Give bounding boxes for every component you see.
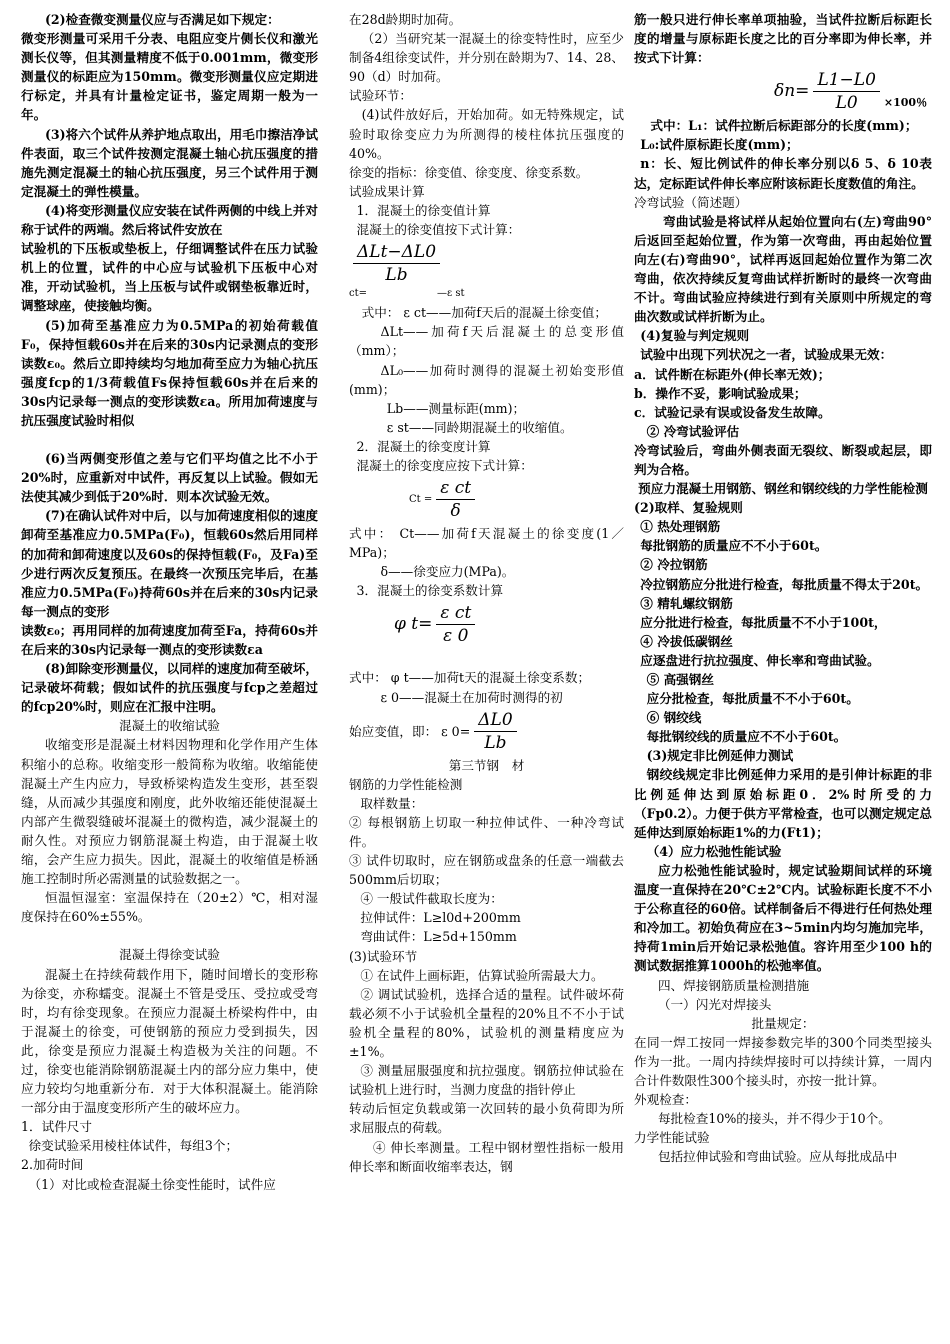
column-3	[634, 10, 932, 1166]
section-heading: 混凝土得徐变试验	[119, 947, 220, 963]
paragraph: ④ 伸长率测量。工程中钢材塑性指标一般用伸长率和断面收缩率表达，钢	[349, 1139, 624, 1174]
paragraph: 1．混凝土的徐变值计算	[356, 202, 491, 218]
section-heading: 预应力混凝土用钢筋、钢丝和钢绞线的力学性能检测	[638, 481, 928, 497]
paragraph: ⑤ 高强钢丝	[646, 672, 714, 687]
column-2	[349, 10, 624, 1176]
paragraph: (7)在确认试件对中后，以与加荷速度相似的速度卸荷至基准应力0.5MPa(F₀)，恒载60s然后用同样的加荷和卸荷速度以及60s的保持恒载(F₀，及Fa)至少进行两次反复预压。在最终一次预压完毕后，在基准应力0.5MPa(F₀)持荷60s并在后来的30s内记录每一测点的变形	[21, 508, 318, 619]
paragraph: ① 热处理钢筋	[640, 519, 721, 535]
paragraph: ΔL₀——加荷时测得的混凝土初始变形值(mm)；	[349, 362, 624, 397]
paragraph: ε st——同龄期混凝土的收缩值。	[386, 419, 573, 435]
paragraph: (3)试验环节	[349, 948, 418, 964]
paragraph: 式中：L₁：试件拉断后标距部分的长度(mm)；	[650, 118, 918, 134]
section-heading: 第三节钢 材	[448, 757, 525, 773]
paragraph: (4)将变形测量仪应安装在试件两侧的中线上并对称于试件的两端。然后将试件安放在	[21, 202, 318, 238]
paragraph: ③ 精轧螺纹钢筋	[640, 595, 733, 611]
paragraph: 3．混凝土的徐变系数计算	[356, 583, 504, 599]
paragraph: 每批钢筋的质量应不不小于60t。	[640, 538, 828, 554]
paragraph: 冷拉钢筋应分批进行检查，每批质量不得太于20t。	[640, 576, 929, 592]
formula-lhs: 始应变值，即： ε 0=	[349, 723, 471, 739]
paragraph: 式中： φ t——加荷t天的混凝土徐变系数；	[349, 670, 591, 686]
paragraph: ② 每根钢筋上切取一种拉伸试件、一种冷弯试件。	[349, 814, 624, 849]
paragraph: ② 冷弯试验评估	[646, 423, 740, 439]
paragraph: 应分批检查，每批质量不不小于60t。	[646, 691, 859, 707]
paragraph: 钢筋的力学性能检测	[349, 776, 463, 792]
paragraph: 微变形测量可采用千分表、电阻应变片侧长仪和激光测长仪等，但其测量精度不低于0.001mm，微变形测量仪的标距应为150mm。微变形测量仪应定期进行标定，并具有计量检定证书，鉴定周期一般为一年。	[21, 31, 318, 123]
paragraph: L₀:试件原标距长度(mm)；	[640, 137, 799, 153]
paragraph: 混凝土的徐变度应按下式计算：	[356, 457, 533, 473]
paragraph: 转动后恒定负载或第一次回转的最小负荷即为所求屈服点的荷载。	[349, 1101, 624, 1136]
paragraph: 恒温恒湿室：室温保持在（20±2）℃，相对湿度保持在60%±55%。	[21, 890, 318, 925]
section-heading: 在同一焊工按同一焊接参数完毕的300个同类型接头作为一批。一周内持续焊接时可以持续计算，一周内合计件数限性300个接头时，亦按一批计算。	[634, 1034, 932, 1088]
initial-strain-formula	[349, 709, 624, 754]
paragraph: 每批检查10%的接头，并不得少于10个。	[657, 1111, 891, 1127]
paragraph: 2.加荷时间	[21, 1157, 84, 1173]
paragraph: c．试验记录有误或设备发生故障。	[634, 404, 831, 420]
paragraph: (6)当两侧变形值之差与它们平均值之比不小于20%时，应重新对中试件，再反复以上试验。假如无法使其减少到低于20%时．则本次试验无效。	[21, 451, 318, 505]
paragraph: 力学性能试验	[634, 1130, 710, 1146]
paragraph: (4)复验与判定规则	[640, 328, 750, 344]
formula-suffix: ×100％	[883, 96, 928, 110]
formula-numerator: ε ct	[436, 477, 475, 500]
formula-denominator: Lb	[484, 732, 507, 753]
paragraph: 在28d龄期时加荷。	[349, 12, 462, 27]
paragraph: a．试件断在标距外(伸长率无效)；	[634, 366, 831, 382]
paragraph: ② 冷拉钢筋	[640, 557, 708, 573]
paragraph: 弯曲试验是将试样从起始位置向右(左)弯曲90°后返回至起始位置，作为第一次弯曲，再由起始位置向左(右)弯曲90°，试样再返回起始位置作为第二次弯曲，依次持续反复弯曲试样折断时的最终一次弯曲不计。弯曲试验应持续进行到有关原则中所规定的弯曲次数或试样折断为止。	[634, 213, 932, 325]
paragraph: (8)卸除变形测量仪，以同样的速度加荷至破坏，记录破坏荷载；假如试件的抗压强度与fcp之差超过的fcp20%时，则应在汇报中注明。	[21, 661, 318, 715]
paragraph: (2)取样、复验规则	[634, 500, 743, 516]
paragraph: 试验环节：	[349, 88, 412, 104]
paragraph: 混凝土在持续荷载作用下，随时间增长的变形称为徐变，亦称蠕变。混凝土不管是受压、受拉或受弯时，均有徐变现象。在预应力混凝土桥梁构件中，由于混凝土的徐变，可使钢筋的预应力受到损失，因此，徐变是预应力混凝土构造极为关注的问题。不过，徐变也能消除钢筋混凝土内的部分应力集中，使应力较均匀地重新分布．对于大体积混凝土。能消除一部分由于温度变形所产生的破坏应力。	[21, 966, 318, 1116]
paragraph: ① 在试件上画标距，估算试验所需最大力。	[360, 967, 604, 983]
formula-denominator: Lb	[385, 265, 408, 286]
paragraph: 应分批进行检查，每批质量不不小于100t，	[640, 614, 887, 630]
paragraph: 试验成果计算	[349, 183, 425, 199]
formula-denominator: L0	[835, 93, 858, 114]
paragraph: 应逐盘进行抗拉强度、伸长率和弯曲试验。	[640, 652, 880, 668]
paragraph: 每批钢绞线的质量应不不小于60t。	[646, 729, 847, 745]
section-heading: 混凝土的收缩试验	[119, 718, 220, 734]
formula-lhs: φ t=	[394, 614, 433, 635]
section-heading: 批量规定：	[751, 1015, 815, 1031]
formula-lhs: δn=	[774, 81, 810, 102]
paragraph: 式中： Ct——加荷f天混凝土的徐变度(1／MPa)；	[349, 526, 624, 561]
formula-rhs: —ε st	[437, 288, 465, 300]
paragraph: 试验中出现下列状况之一者，试验成果无效：	[640, 347, 893, 363]
paragraph: (2)检查微变测量仪应与否满足如下规定：	[44, 12, 280, 27]
creep-value-formula	[349, 241, 624, 286]
paragraph: （2）当研究某一混凝土的徐变特性时，应至少制备4组徐变试件，并分别在龄期为7、14、28、90（d）时加荷。	[349, 31, 624, 85]
paragraph: 收缩变形是混凝土材料因物理和化学作用产生体积缩小的总称。收缩变形一般简称为收缩。收缩能使混凝土产生内应力，导致桥梁构造发生变形，甚至裂缝，从而减少其强度和刚度，此外收缩还能使混凝土内部产生微裂缝破坏混凝土的微构造，减少混凝土的耐久性。对预应力钢筋混凝土构造，由于混凝土收缩，会产生应力损失。因此，混凝土的收缩值是桥涵施工控制时所必需测量的试验数据之一。	[21, 737, 318, 887]
paragraph: Lb——测量标距(mm)；	[386, 400, 526, 416]
paragraph: 混凝土的徐变值按下式计算：	[356, 222, 521, 238]
paragraph: 式中： ε ct——加荷f天后的混凝土徐变值；	[361, 305, 607, 321]
paragraph: 读数ε₀；再用同样的加荷速度加荷至Fa，持荷60s并在后来的30s内记录每一测点的变形读数εa	[21, 622, 318, 657]
paragraph: （一）闪光对焊接头	[657, 996, 772, 1012]
paragraph: 包括拉伸试验和弯曲试验。应从每批成品中	[657, 1149, 898, 1165]
paragraph: ② 调试试验机，选择合适的量程。试件破坏荷载必须不小于试验机全量程的20%且不不小于试验机全量程的80%，试验机的测量精度应为±1%。	[349, 986, 624, 1060]
formula-numerator: ΔLt−ΔL0	[353, 241, 440, 264]
paragraph: 弯曲试件：L≥5d+150mm	[360, 929, 517, 945]
paragraph: 冷弯试验后，弯曲外侧表面无裂纹、断裂或起层，即判为合格。	[634, 442, 932, 477]
paragraph: ε 0——混凝土在加荷时测得的初	[380, 689, 563, 705]
formula-denominator: δ	[450, 501, 461, 522]
formula-lhs: ct=	[349, 288, 367, 300]
formula-numerator: L1−L0	[813, 69, 879, 92]
formula-numerator: ΔL0	[474, 709, 516, 732]
paragraph: 试验机的下压板或垫板上，仔细调整试件在压力试验机上的位置，试件的中心应与试验机下压板中心对准，开动试验机，当上压板与试件或钢垫板靠近时，调整球座，使接触均衡。	[21, 241, 318, 314]
paragraph: ③ 试件切取时，应在钢筋或盘条的任意一端截去500mm后切取；	[349, 853, 624, 888]
formula-numerator: ε ct	[436, 602, 475, 625]
creep-coefficient-formula	[394, 602, 624, 647]
formula-lhs: Ct =	[409, 494, 433, 506]
paragraph: ③ 测量屈服强度和抗拉强度。钢筋拉伸试验在试验机上进行时，当测力度盘的指针停止	[349, 1063, 624, 1098]
paragraph: 拉伸试件：L≥l0d+200mm	[360, 910, 521, 926]
paragraph: (4)试件放好后，开始加荷。如无特殊规定，试验时取徐变应力为所测得的棱柱体抗压强度的40%。	[349, 107, 624, 161]
paragraph: 应力松弛性能试验时，规定试验期间试样的环境温度一直保持在20℃±2℃内。试验标距长度不不小于公称直径的60倍。试样制备后不得进行任何热处理和冷加工。初始负荷应在3~5min内均匀施加完毕，持荷1min后开始记录松弛值。容许用至少100 h的测试数据推算1000h的松弛率值。	[634, 862, 932, 974]
paragraph: 2．混凝土的徐变度计算	[356, 438, 491, 454]
paragraph: ΔLt——加荷f天后混凝土的总变形值（mm）；	[349, 324, 624, 359]
paragraph: 徐变的指标：徐变值、徐变度、徐变系数。	[349, 164, 589, 180]
section-heading: 四、焊接钢筋质量检测措施	[657, 977, 810, 993]
paragraph: ④ 一般试件截取长度为：	[360, 891, 503, 907]
paragraph: 外观检查：	[634, 1092, 697, 1108]
paragraph: 取样数量：	[360, 795, 424, 811]
paragraph: 徐变试验采用棱柱体试件，每组3个；	[28, 1138, 239, 1154]
column-1	[21, 10, 318, 1194]
section-heading: 冷弯试验（简述题）	[634, 194, 748, 210]
paragraph: （1）对比或检查混凝土徐变性能时，试件应	[28, 1176, 276, 1192]
paragraph: (3)规定非比例延伸力测试	[646, 748, 794, 764]
paragraph: ④ 冷拔低碳钢丝	[640, 633, 733, 649]
paragraph: δ——徐变应力(MPa)。	[380, 564, 515, 580]
paragraph: (5)加荷至基准应力为0.5MPa的初始荷载值F₀，保持恒载60s并在后来的30s内记录测点的变形读数ε₀。然后立即持续均匀地加荷至应力为轴心抗压强度fcp的1/3荷载值Fs保持恒载60s并在后来的30s内记录每一测点的变形读数εa。所用加荷速度与抗压强度试验时相似	[21, 317, 318, 428]
paragraph: 筋一般只进行伸长率单项抽验，当试件拉断后标距长度的增量与原标距长度之比的百分率即为伸长率，并按式下计算：	[634, 12, 932, 66]
paragraph: （4）应力松弛性能试验	[646, 843, 782, 859]
paragraph: n：长、短比例试件的伸长率分别以δ 5、δ 10表达，定标距试件伸长率应附该标距长度数值的角注。	[634, 156, 932, 191]
elongation-formula	[774, 69, 932, 114]
formula-denominator: ε 0	[443, 626, 469, 647]
paragraph: 钢绞线规定非比例延伸力采用的是引伸计标距的非比例延伸达到原始标距0．2%时所受的力（Fp0.2）。力便于供方平常检查，也可以测定规定总延伸达到原始标距1%的力(Ft1)；	[634, 767, 932, 840]
paragraph: ⑥ 钢绞线	[646, 710, 702, 726]
paragraph: b．操作不妥，影响试验成果；	[634, 385, 807, 401]
creep-degree-formula	[409, 477, 624, 522]
paragraph: 1．试件尺寸	[21, 1119, 92, 1135]
paragraph: (3)将六个试件从养护地点取出，用毛巾擦洁净试件表面，取三个试件按测定混凝土轴心抗压强度的措施先测定混凝土的轴心抗压强度，另三个试件用于测定混凝土的弹性模量。	[21, 126, 318, 199]
